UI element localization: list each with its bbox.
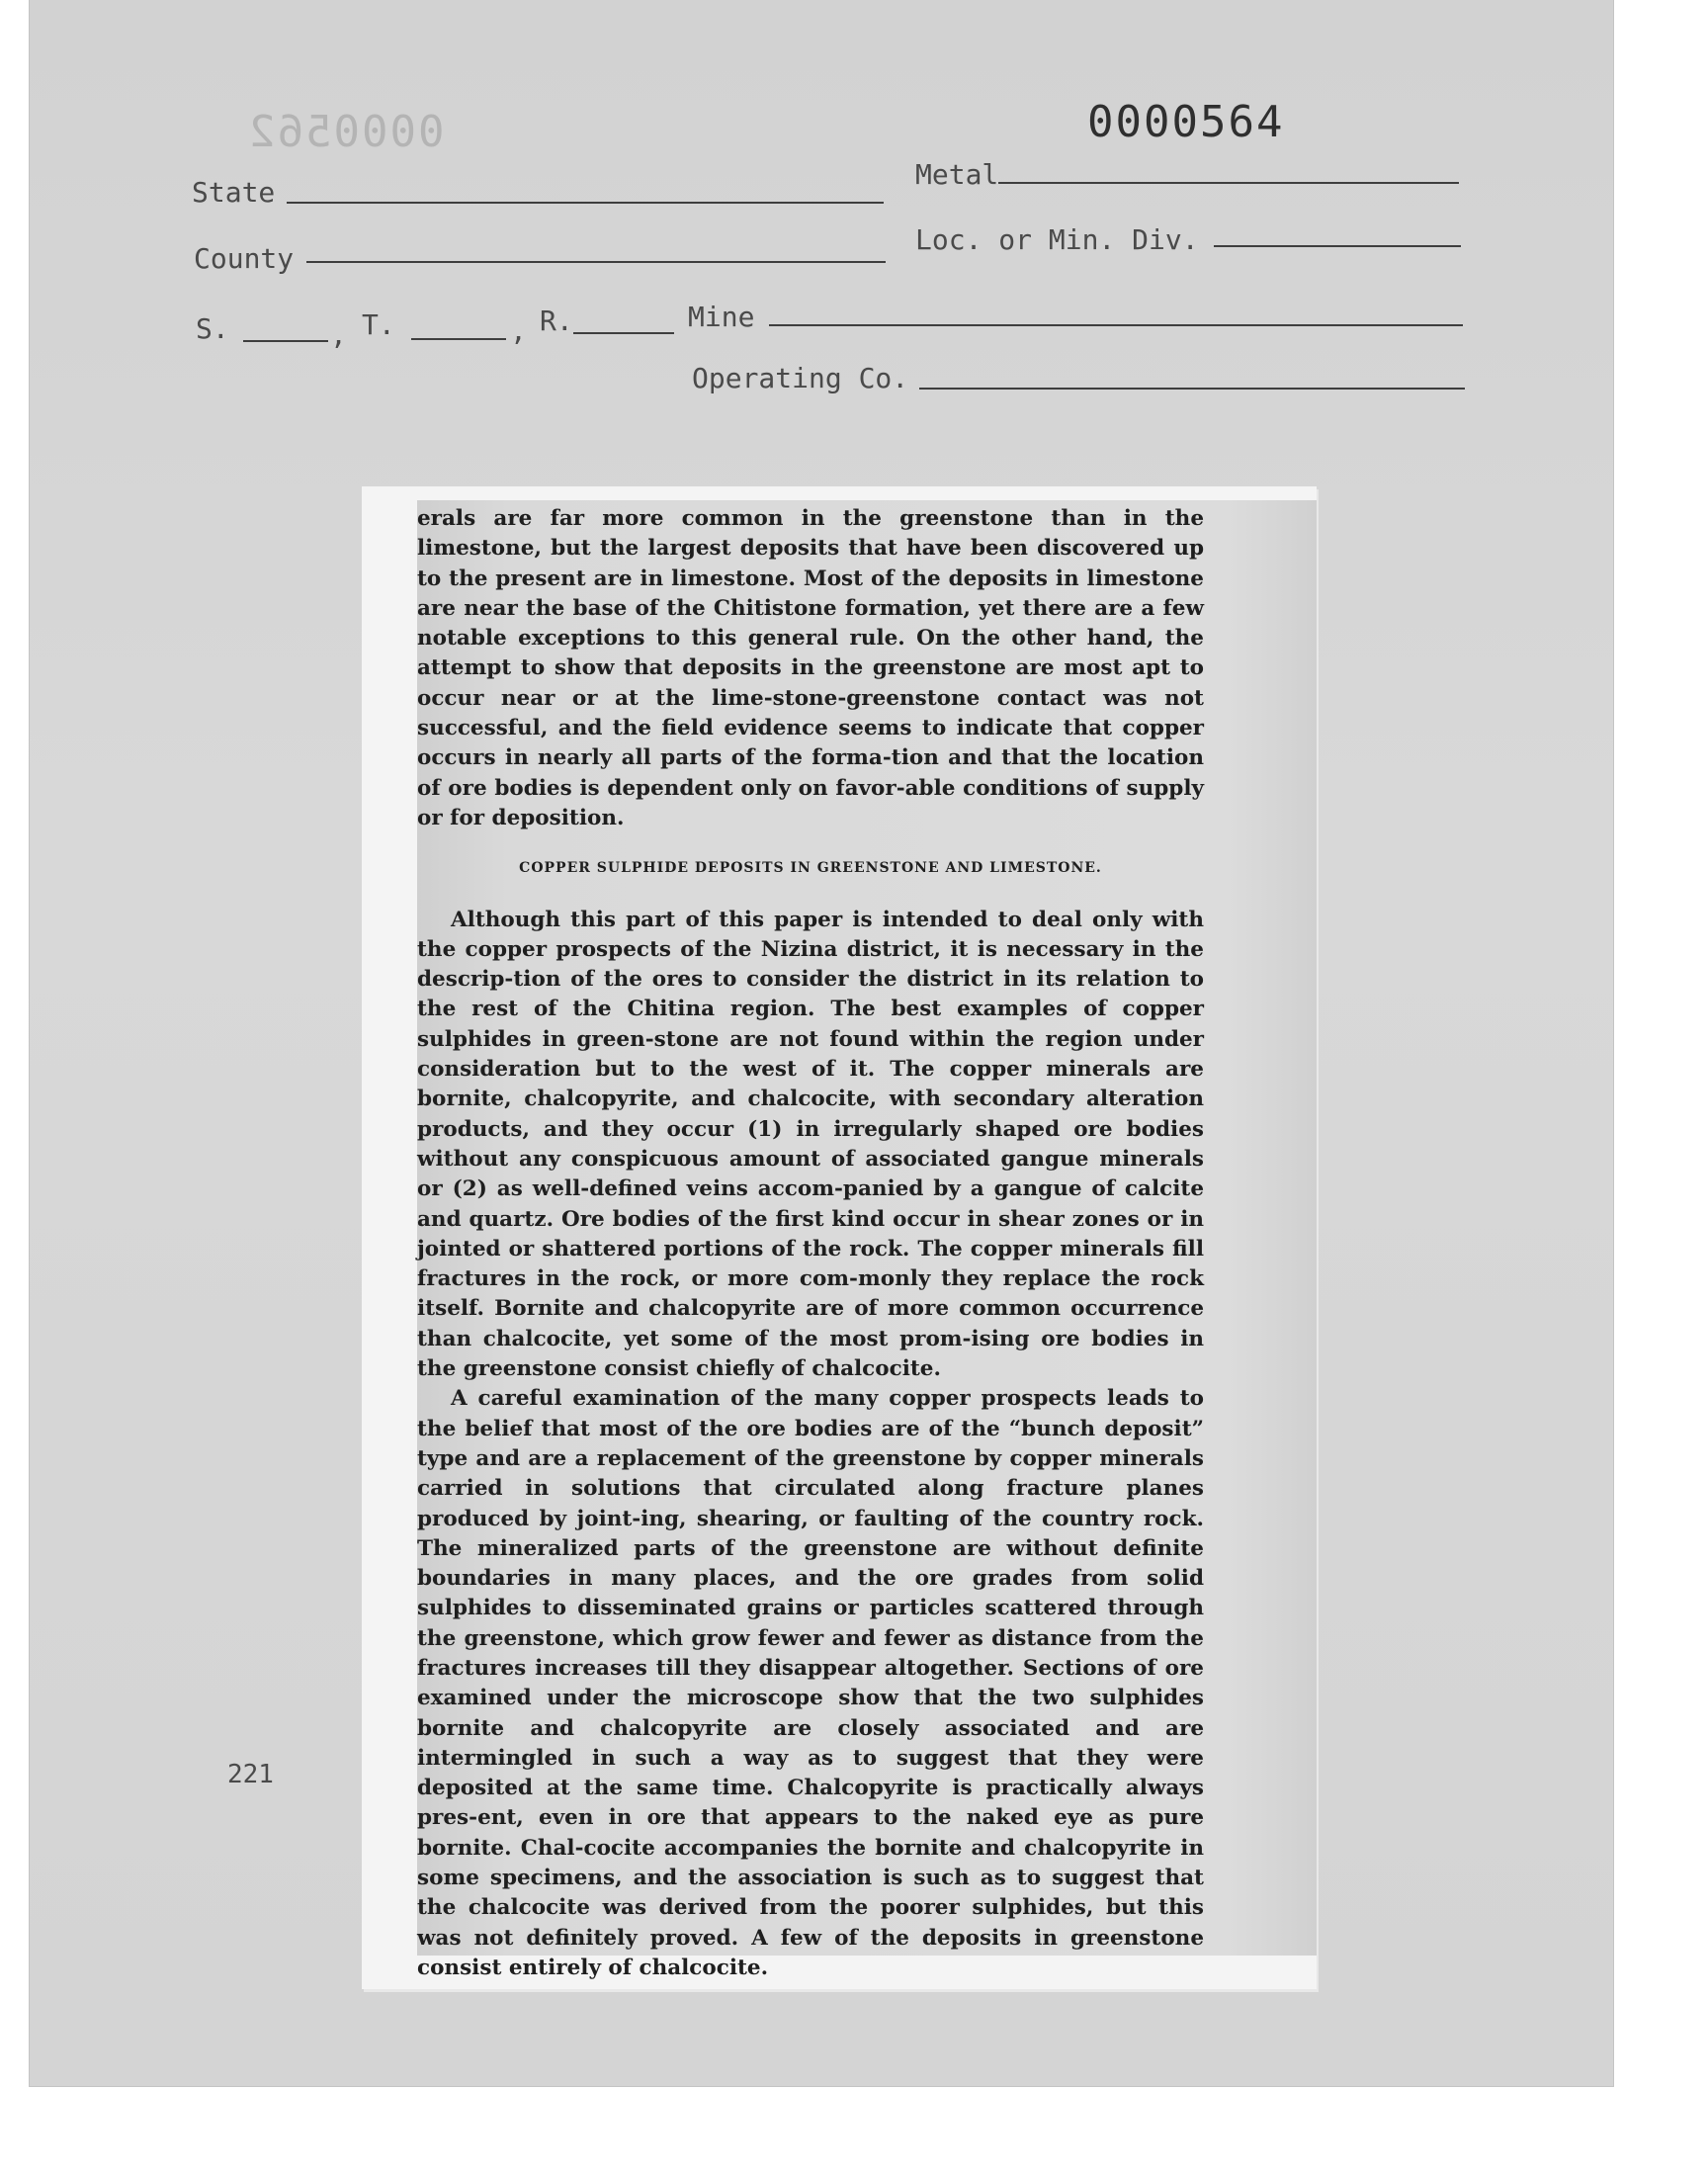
- loc-label: Loc. or Min. Div.: [915, 223, 1199, 256]
- section-label: S.: [196, 312, 229, 345]
- county-label: County: [194, 242, 295, 275]
- county-field-line: [306, 261, 886, 263]
- section-field-line: [243, 340, 328, 342]
- township-label: T.: [362, 308, 395, 341]
- clipping-text: [417, 504, 1204, 1983]
- loc-field-line: [1214, 245, 1461, 247]
- state-field-line: [287, 202, 884, 204]
- township-field-line: [411, 338, 506, 340]
- section-heading: COPPER SULPHIDE DEPOSITS IN GREENSTONE AND LIMESTONE.: [519, 860, 1102, 877]
- metal-label: Metal: [915, 158, 999, 191]
- metal-field-line: [998, 182, 1459, 184]
- mine-label: Mine: [688, 301, 755, 333]
- range-label: R.: [540, 304, 573, 337]
- range-field-line: [573, 332, 674, 334]
- paragraph-3: A careful examination of the many copper prospects leads to the belief that most of the ore bodies are of the “bunch deposit” type and are a replacement of the greenstone by copper minerals carried in solutions that circulated along fracture planes produced by joint-ing, shearing, or faulting of the country rock. The mineralized parts of the greenstone are without definite boundaries in many places, and the ore grades from solid sulphides to disseminated grains or particles scattered through the greenstone, which grow fewer and fewer as distance from the fractures increases till they disappear altogether. Sections of ore examined under the microscope show that the two sulphides bornite and chalcopyrite are closely associated and are intermingled in such a way as to suggest that they were deposited at the same time. Chalcopyrite is practically always pres-ent, even in ore that appears to the naked eye as pure bornite. Chal-cocite accompanies the bornite and chalcopyrite in some specimens, and the association is such as to suggest that the chalcocite was derived from the poorer sulphides, but this was not definitely proved. A few of the deposits in greenstone consist entirely of chalcocite.: [417, 1386, 1204, 1980]
- operating-co-label: Operating Co.: [692, 362, 909, 394]
- paragraph-1: erals are far more common in the greenstone than in the limestone, but the largest deposits that have been discovered up to the present are in limestone. Most of the deposits in limestone are near the base of the Chitistone formation, yet there are a few notable exceptions to this general rule. On the other hand, the attempt to show that deposits in the greenstone are most apt to occur near or at the lime-stone-greenstone contact was not successful, and the field evidence seems to indicate that copper occurs in nearly all parts of the forma-tion and that the location of ore bodies is dependent only on favor-able conditions of supply or for deposition.: [417, 506, 1204, 830]
- page-number: 221: [227, 1760, 274, 1789]
- mine-field-line: [769, 324, 1463, 326]
- paragraph-2: Although this part of this paper is intended to deal only with the copper prospects of the Nizina district, it is necessary in the descrip-tion of the ores to consider the district in its relation to the rest of the Chitina region. The best examples of copper sulphides in green-stone are not found within the region under consideration but to the west of it. The copper minerals are bornite, chalcopyrite, and chalcocite, with secondary alteration products, and they occur (1) in irregularly shaped ore bodies without any conspicuous amount of associated gangue minerals or (2) as well-defined veins accom-panied by a gangue of calcite and quartz. Ore bodies of the first kind occur in shear zones or in jointed or shattered portions of the rock. The copper minerals fill fractures in the rock, or more com-monly they replace the rock itself. Bornite and chalcopyrite are of more common occurrence than chalcocite, yet some of the most prom-ising ore bodies in the greenstone consist chiefly of chalcocite.: [417, 907, 1204, 1382]
- operating-co-field-line: [919, 388, 1465, 390]
- stamp-number: 0000564: [1087, 97, 1285, 147]
- ghost-stamp-number: 0000562: [247, 107, 445, 157]
- state-label: State: [192, 176, 276, 209]
